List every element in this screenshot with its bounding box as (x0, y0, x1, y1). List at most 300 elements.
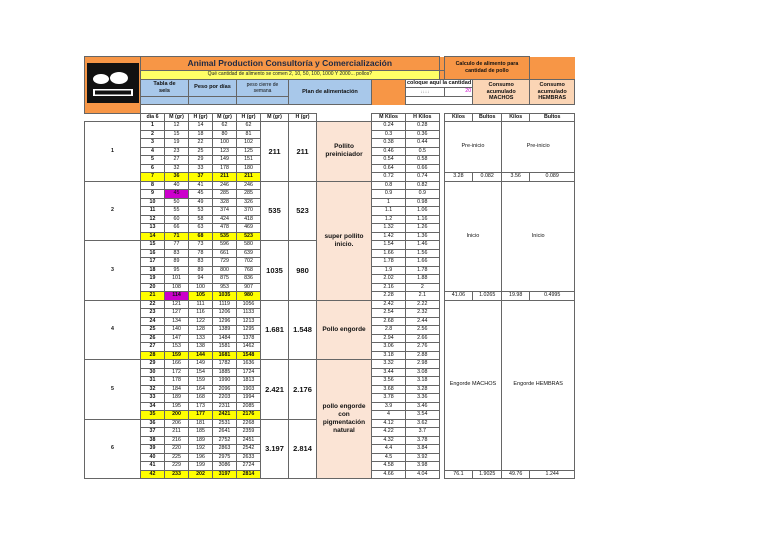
m-kilos-cell: 1.78 (372, 258, 406, 267)
weight-cell: 285 (213, 190, 237, 199)
company-logo (85, 57, 141, 114)
weight-cell: 68 (189, 232, 213, 241)
h-kilos-cell: 3.98 (406, 462, 440, 471)
weight-cell: 63 (189, 224, 213, 233)
weight-cell: 144 (189, 351, 213, 360)
m-kilos-cell: 3.9 (372, 402, 406, 411)
day-cell: 37 (141, 428, 165, 437)
weight-cell: 178 (213, 164, 237, 173)
day-cell: 18 (141, 266, 165, 275)
weight-cell: 73 (189, 241, 213, 250)
h-kilos-cell: 1.06 (406, 207, 440, 216)
week-close-h: 1.548 (289, 300, 317, 360)
col-peso: Peso por días (189, 79, 237, 96)
h-kilos-cell: 3.62 (406, 419, 440, 428)
hdr-kilos-m: Kilos (444, 113, 473, 122)
weight-cell: 220 (165, 445, 189, 454)
weight-cell: 702 (237, 258, 261, 267)
h-kilos-cell: 3.78 (406, 436, 440, 445)
weight-cell: 66 (165, 224, 189, 233)
weight-cell: 77 (165, 241, 189, 250)
m-kilos-cell: 3.32 (372, 360, 406, 369)
weight-cell: 184 (165, 385, 189, 394)
weight-cell: 177 (189, 411, 213, 420)
weight-cell: 800 (213, 266, 237, 275)
weight-cell: 55 (165, 207, 189, 216)
weight-cell: 114 (165, 292, 189, 301)
weight-cell: 49 (189, 198, 213, 207)
day-cell: 2 (141, 130, 165, 139)
weight-cell: 78 (189, 249, 213, 258)
day-cell: 15 (141, 241, 165, 250)
calc-quantity-input[interactable]: 20 (444, 88, 473, 97)
m-kilos-cell: 1.2 (372, 215, 406, 224)
hdr-bultos-h: Bultos (530, 113, 575, 122)
m-kilos-cell: 3.18 (372, 351, 406, 360)
day-cell: 34 (141, 402, 165, 411)
week-close-h: 523 (289, 181, 317, 241)
weight-cell: 200 (165, 411, 189, 420)
week-close-h: 2.176 (289, 360, 317, 420)
weight-cell: 1056 (237, 300, 261, 309)
weight-cell: 875 (213, 275, 237, 284)
weight-cell: 478 (213, 224, 237, 233)
weight-cell: 58 (189, 215, 213, 224)
m-kilos-cell: 0.3 (372, 130, 406, 139)
hdr-h-gr-week: H (gr) (289, 113, 317, 122)
h-kilos-cell: 1.56 (406, 249, 440, 258)
day-cell: 11 (141, 207, 165, 216)
spreadsheet (84, 56, 575, 479)
weight-cell: 108 (165, 283, 189, 292)
consumo-value: 41.06 (444, 292, 473, 301)
weight-cell: 1119 (213, 300, 237, 309)
weight-cell: 125 (237, 147, 261, 156)
phase-label: Pollito preiniciador (317, 122, 372, 182)
week-close-h: 2.814 (289, 419, 317, 479)
weight-cell: 154 (189, 368, 213, 377)
weight-cell: 41 (189, 181, 213, 190)
h-kilos-cell: 0.58 (406, 156, 440, 165)
weight-cell: 3197 (213, 470, 237, 479)
weight-cell: 246 (213, 181, 237, 190)
weight-cell: 15 (165, 130, 189, 139)
m-kilos-cell: 4 (372, 411, 406, 420)
weight-cell: 185 (189, 428, 213, 437)
weight-cell: 2421 (213, 411, 237, 420)
weight-cell: 189 (189, 436, 213, 445)
m-kilos-cell: 4.32 (372, 436, 406, 445)
h-kilos-cell: 0.74 (406, 173, 440, 182)
hdr-bultos-m: Bultos (473, 113, 502, 122)
consumo-value: 76.1 (444, 470, 473, 479)
weight-cell: 19 (165, 139, 189, 148)
weight-cell: 1035 (213, 292, 237, 301)
weight-cell: 181 (189, 419, 213, 428)
weight-cell: 2752 (213, 436, 237, 445)
day-cell: 28 (141, 351, 165, 360)
day-cell: 40 (141, 453, 165, 462)
col-peso-cierre: peso cierre de semana (237, 79, 289, 96)
m-kilos-cell: 3.44 (372, 368, 406, 377)
weight-cell: 40 (165, 181, 189, 190)
consumo-phase-m: Engorde MACHOS (444, 300, 502, 470)
day-cell: 36 (141, 419, 165, 428)
consumo-phase-m: Inicio (444, 181, 502, 292)
consumo-value: 3.56 (502, 173, 530, 182)
weight-cell: 127 (165, 309, 189, 318)
day-cell: 14 (141, 232, 165, 241)
h-kilos-cell: 1.36 (406, 232, 440, 241)
h-kilos-cell: 3.84 (406, 445, 440, 454)
m-kilos-cell: 4.22 (372, 428, 406, 437)
weight-cell: 83 (165, 249, 189, 258)
weight-cell: 1296 (213, 317, 237, 326)
h-kilos-cell: 2 (406, 283, 440, 292)
m-kilos-cell: 0.8 (372, 181, 406, 190)
weight-cell: 2176 (237, 411, 261, 420)
weight-cell: 133 (189, 334, 213, 343)
weight-cell: 89 (165, 258, 189, 267)
question-text: Qué cantidad de alimento se comen 2, 10, 50, 100, 1000 Y 2000... pollos? (141, 71, 440, 80)
consumo-value: 1.9025 (473, 470, 502, 479)
weight-cell: 83 (189, 258, 213, 267)
weight-cell: 2085 (237, 402, 261, 411)
weight-cell: 60 (165, 215, 189, 224)
m-kilos-cell: 1.32 (372, 224, 406, 233)
hdr-h-gr: H (gr) (189, 113, 213, 122)
weight-cell: 3086 (213, 462, 237, 471)
week-number: 2 (85, 181, 141, 241)
h-kilos-cell: 0.36 (406, 130, 440, 139)
weight-cell: 12 (165, 122, 189, 131)
day-cell: 27 (141, 343, 165, 352)
m-kilos-cell: 2.8 (372, 326, 406, 335)
weight-cell: 768 (237, 266, 261, 275)
m-kilos-cell: 0.46 (372, 147, 406, 156)
day-cell: 19 (141, 275, 165, 284)
weight-cell: 50 (165, 198, 189, 207)
consumo-value: 19.98 (502, 292, 530, 301)
weight-cell: 424 (213, 215, 237, 224)
hdr-kilos-h: Kilos (502, 113, 530, 122)
day-cell: 24 (141, 317, 165, 326)
weight-cell: 2359 (237, 428, 261, 437)
weight-cell: 328 (213, 198, 237, 207)
week-number: 6 (85, 419, 141, 479)
consumo-value: 0.089 (530, 173, 575, 182)
weight-cell: 111 (189, 300, 213, 309)
consumo-value: 1.244 (530, 470, 575, 479)
m-kilos-cell: 3.78 (372, 394, 406, 403)
calc-label: Calculo de alimento para cantidad de pollo (444, 57, 530, 80)
m-kilos-cell: 3.56 (372, 377, 406, 386)
weight-cell: 134 (165, 317, 189, 326)
h-kilos-cell: 1.16 (406, 215, 440, 224)
consumo-phase-h: Pre-inicio (502, 122, 575, 173)
weight-cell: 1213 (237, 317, 261, 326)
day-cell: 38 (141, 436, 165, 445)
weight-cell: 980 (237, 292, 261, 301)
weight-cell: 953 (213, 283, 237, 292)
week-number: 1 (85, 122, 141, 182)
weight-cell: 22 (189, 139, 213, 148)
weight-cell: 89 (189, 266, 213, 275)
day-cell: 26 (141, 334, 165, 343)
day-cell: 32 (141, 385, 165, 394)
weight-cell: 173 (189, 402, 213, 411)
h-kilos-cell: 1.26 (406, 224, 440, 233)
weight-cell: 1990 (213, 377, 237, 386)
h-kilos-cell: 4.04 (406, 470, 440, 479)
weight-cell: 326 (237, 198, 261, 207)
consumo-value: 1.0265 (473, 292, 502, 301)
m-kilos-cell: 2.42 (372, 300, 406, 309)
weight-cell: 211 (237, 173, 261, 182)
h-kilos-cell: 0.66 (406, 164, 440, 173)
weight-cell: 62 (237, 122, 261, 131)
weight-cell: 23 (165, 147, 189, 156)
weight-cell: 105 (189, 292, 213, 301)
day-cell: 41 (141, 462, 165, 471)
weight-cell: 37 (189, 173, 213, 182)
h-kilos-cell: 2.32 (406, 309, 440, 318)
weight-cell: 535 (213, 232, 237, 241)
weight-cell: 153 (165, 343, 189, 352)
weight-cell: 25 (189, 147, 213, 156)
weight-cell: 102 (237, 139, 261, 148)
weight-cell: 27 (165, 156, 189, 165)
weight-cell: 2975 (213, 453, 237, 462)
weight-cell: 151 (237, 156, 261, 165)
weight-cell: 1378 (237, 334, 261, 343)
m-kilos-cell: 1 (372, 198, 406, 207)
weight-cell: 18 (189, 130, 213, 139)
weight-cell: 2531 (213, 419, 237, 428)
weight-cell: 2311 (213, 402, 237, 411)
weight-cell: 639 (237, 249, 261, 258)
day-cell: 13 (141, 224, 165, 233)
hdr-m-gr-acc: M (gr) (213, 113, 237, 122)
weight-cell: 233 (165, 470, 189, 479)
weight-cell: 907 (237, 283, 261, 292)
day-cell: 23 (141, 309, 165, 318)
weight-cell: 195 (165, 402, 189, 411)
day-cell: 17 (141, 258, 165, 267)
weight-cell: 1636 (237, 360, 261, 369)
h-kilos-cell: 0.5 (406, 147, 440, 156)
weight-cell: 2641 (213, 428, 237, 437)
week-close-m: 3.197 (261, 419, 289, 479)
weight-cell: 199 (189, 462, 213, 471)
m-kilos-cell: 2.94 (372, 334, 406, 343)
m-kilos-cell: 2.54 (372, 309, 406, 318)
day-cell: 31 (141, 377, 165, 386)
weight-cell: 1295 (237, 326, 261, 335)
weight-cell: 2268 (237, 419, 261, 428)
weight-cell: 1389 (213, 326, 237, 335)
hdr-h-kilos: H Kilos (406, 113, 440, 122)
m-kilos-cell: 1.66 (372, 249, 406, 258)
m-kilos-cell: 1.9 (372, 266, 406, 275)
h-kilos-cell: 1.88 (406, 275, 440, 284)
day-cell: 35 (141, 411, 165, 420)
day-cell: 9 (141, 190, 165, 199)
weight-cell: 159 (189, 377, 213, 386)
h-kilos-cell: 2.98 (406, 360, 440, 369)
weight-cell: 123 (213, 147, 237, 156)
day-cell: 12 (141, 215, 165, 224)
m-kilos-cell: 1.42 (372, 232, 406, 241)
m-kilos-cell: 0.64 (372, 164, 406, 173)
weight-cell: 1813 (237, 377, 261, 386)
feed-table (84, 56, 575, 479)
m-kilos-cell: 2.68 (372, 317, 406, 326)
weight-cell: 45 (165, 190, 189, 199)
day-cell: 39 (141, 445, 165, 454)
weight-cell: 2451 (237, 436, 261, 445)
hdr-m-gr: M (gr) (165, 113, 189, 122)
day-cell: 5 (141, 156, 165, 165)
m-kilos-cell: 2.16 (372, 283, 406, 292)
weight-cell: 836 (237, 275, 261, 284)
weight-cell: 116 (189, 309, 213, 318)
weight-cell: 2724 (237, 462, 261, 471)
weight-cell: 285 (237, 190, 261, 199)
calc-input-hint: ↓↓↓↓ (406, 88, 445, 97)
weight-cell: 1681 (213, 351, 237, 360)
table-row (85, 122, 575, 131)
hdr-m-gr-week: M (gr) (261, 113, 289, 122)
m-kilos-cell: 4.66 (372, 470, 406, 479)
consumo-value: 0.082 (473, 173, 502, 182)
col-plan: Plan de alimentación (289, 79, 372, 105)
day-cell: 30 (141, 368, 165, 377)
h-kilos-cell: 3.92 (406, 453, 440, 462)
weight-cell: 418 (237, 215, 261, 224)
consumo-value: 3.28 (444, 173, 473, 182)
weight-cell: 1581 (213, 343, 237, 352)
m-kilos-cell: 0.38 (372, 139, 406, 148)
m-kilos-cell: 1.1 (372, 207, 406, 216)
weight-cell: 1885 (213, 368, 237, 377)
weight-cell: 211 (165, 428, 189, 437)
week-number: 4 (85, 300, 141, 360)
consumo-phase-h: Engorde HEMBRAS (502, 300, 575, 470)
day-cell: 3 (141, 139, 165, 148)
day-cell: 20 (141, 283, 165, 292)
weight-cell: 2542 (237, 445, 261, 454)
col-tabla: Tabla de seis (141, 79, 189, 96)
day-cell: 4 (141, 147, 165, 156)
h-kilos-cell: 2.76 (406, 343, 440, 352)
weight-cell: 1548 (237, 351, 261, 360)
m-kilos-cell: 3.68 (372, 385, 406, 394)
h-kilos-cell: 1.78 (406, 266, 440, 275)
day-cell: 22 (141, 300, 165, 309)
week-close-h: 211 (289, 122, 317, 182)
m-kilos-cell: 4.12 (372, 419, 406, 428)
h-kilos-cell: 1.46 (406, 241, 440, 250)
weight-cell: 206 (165, 419, 189, 428)
h-kilos-cell: 2.88 (406, 351, 440, 360)
weight-cell: 122 (189, 317, 213, 326)
consumo-value: 49.76 (502, 470, 530, 479)
weight-cell: 180 (237, 164, 261, 173)
weight-cell: 469 (237, 224, 261, 233)
m-kilos-cell: 1.54 (372, 241, 406, 250)
weight-cell: 1133 (237, 309, 261, 318)
week-close-m: 535 (261, 181, 289, 241)
phase-label: Pollo engorde (317, 300, 372, 360)
h-kilos-cell: 0.28 (406, 122, 440, 131)
week-close-m: 211 (261, 122, 289, 182)
weight-cell: 95 (165, 266, 189, 275)
weight-cell: 164 (189, 385, 213, 394)
h-kilos-cell: 0.82 (406, 181, 440, 190)
calc-input-label: coloque aquí la cantidad (407, 79, 472, 86)
h-kilos-cell: 3.08 (406, 368, 440, 377)
weight-cell: 140 (165, 326, 189, 335)
h-kilos-cell: 0.44 (406, 139, 440, 148)
weight-cell: 661 (213, 249, 237, 258)
day-cell: 21 (141, 292, 165, 301)
h-kilos-cell: 2.56 (406, 326, 440, 335)
day-cell: 8 (141, 181, 165, 190)
weight-cell: 729 (213, 258, 237, 267)
weight-cell: 138 (189, 343, 213, 352)
week-close-m: 1035 (261, 241, 289, 301)
weight-cell: 2096 (213, 385, 237, 394)
h-kilos-cell: 1.66 (406, 258, 440, 267)
weight-cell: 196 (189, 453, 213, 462)
weight-cell: 229 (165, 462, 189, 471)
h-kilos-cell: 3.46 (406, 402, 440, 411)
phase-label: super pollito inicio. (317, 181, 372, 300)
hdr-h-gr-acc: H (gr) (237, 113, 261, 122)
m-kilos-cell: 4.5 (372, 453, 406, 462)
day-cell: 10 (141, 198, 165, 207)
weight-cell: 33 (189, 164, 213, 173)
weight-cell: 1206 (213, 309, 237, 318)
weight-cell: 80 (213, 130, 237, 139)
table-row (85, 300, 575, 309)
weight-cell: 370 (237, 207, 261, 216)
weight-cell: 29 (189, 156, 213, 165)
weight-cell: 149 (213, 156, 237, 165)
weight-cell: 216 (165, 436, 189, 445)
weight-cell: 100 (213, 139, 237, 148)
h-kilos-cell: 3.36 (406, 394, 440, 403)
weight-cell: 128 (189, 326, 213, 335)
m-kilos-cell: 0.72 (372, 173, 406, 182)
consumo-machos: Consumo acumulado MACHOS (473, 79, 530, 105)
weight-cell: 178 (165, 377, 189, 386)
m-kilos-cell: 2.28 (372, 292, 406, 301)
weight-cell: 53 (189, 207, 213, 216)
weight-cell: 159 (165, 351, 189, 360)
h-kilos-cell: 2.66 (406, 334, 440, 343)
weight-cell: 149 (189, 360, 213, 369)
m-kilos-cell: 2.02 (372, 275, 406, 284)
weight-cell: 45 (189, 190, 213, 199)
week-close-m: 2.421 (261, 360, 289, 420)
weight-cell: 2814 (237, 470, 261, 479)
day-cell: 7 (141, 173, 165, 182)
weight-cell: 225 (165, 453, 189, 462)
week-number: 3 (85, 241, 141, 301)
weight-cell: 1782 (213, 360, 237, 369)
